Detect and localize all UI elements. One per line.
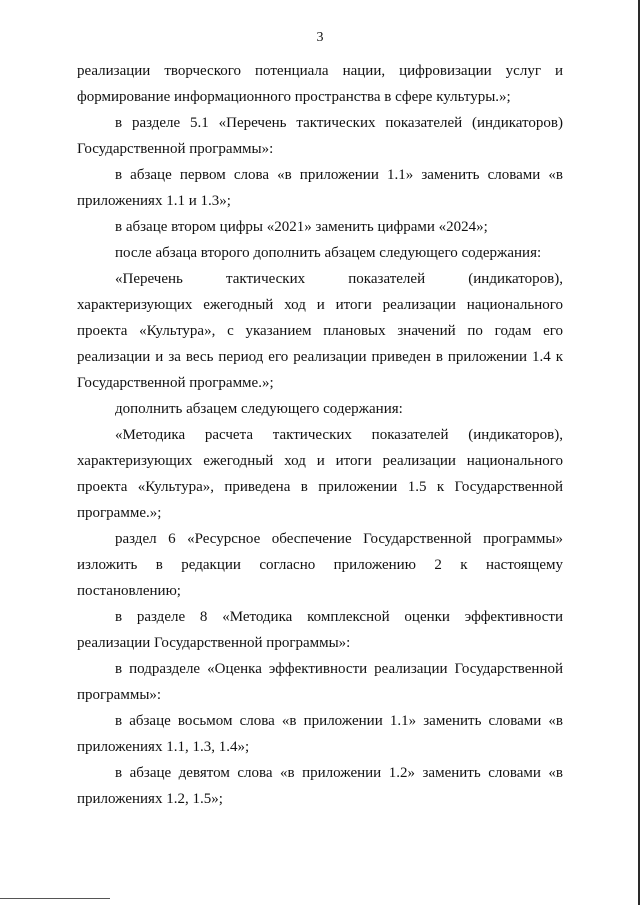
page-number: 3 bbox=[316, 30, 324, 45]
paragraph: в подразделе «Оценка эффективности реализации Государственной программы»: bbox=[77, 661, 563, 703]
paragraph: раздел 6 «Ресурсное обеспечение Государственной программы» изложить в редакции согласно приложению 2 к настоящему постановлению; bbox=[77, 531, 563, 599]
paragraph: в абзаце восьмом слова «в приложении 1.1» заменить словами «в приложениях 1.1, 1.3, 1.4»; bbox=[77, 713, 563, 755]
paragraph: в разделе 8 «Методика комплексной оценки эффективности реализации Государственной программы»: bbox=[77, 609, 563, 651]
paragraph: дополнить абзацем следующего содержания: bbox=[115, 401, 403, 417]
paragraph: «Методика расчета тактических показателей (индикаторов), характеризующих ежегодный ход и итоги реализации национального проекта «Культура», приведена в приложении 1.5 к Государственной программе.»; bbox=[77, 427, 563, 521]
paragraph: в абзаце девятом слова «в приложении 1.2» заменить словами «в приложениях 1.2, 1.5»; bbox=[77, 765, 563, 807]
paragraph: в разделе 5.1 «Перечень тактических показателей (индикаторов) Государственной программы»: bbox=[77, 115, 563, 157]
paragraph: реализации творческого потенциала нации, цифровизации услуг и формирование информационного пространства в сфере культуры.»; bbox=[77, 63, 563, 105]
document-body bbox=[77, 58, 563, 812]
paragraph: в абзаце втором цифры «2021» заменить цифрами «2024»; bbox=[115, 219, 488, 235]
page-bottom-rule bbox=[0, 898, 110, 899]
paragraph: после абзаца второго дополнить абзацем следующего содержания: bbox=[115, 245, 542, 261]
paragraph: «Перечень тактических показателей (индикаторов), характеризующих ежегодный ход и итоги реализации национального проекта «Культура», с указанием плановых значений по годам его реализации и за весь период его реализации приведен в приложении 1.4 к Государственной программе.»; bbox=[77, 271, 563, 391]
paragraph: в абзаце первом слова «в приложении 1.1» заменить словами «в приложениях 1.1 и 1.3»; bbox=[77, 167, 563, 209]
